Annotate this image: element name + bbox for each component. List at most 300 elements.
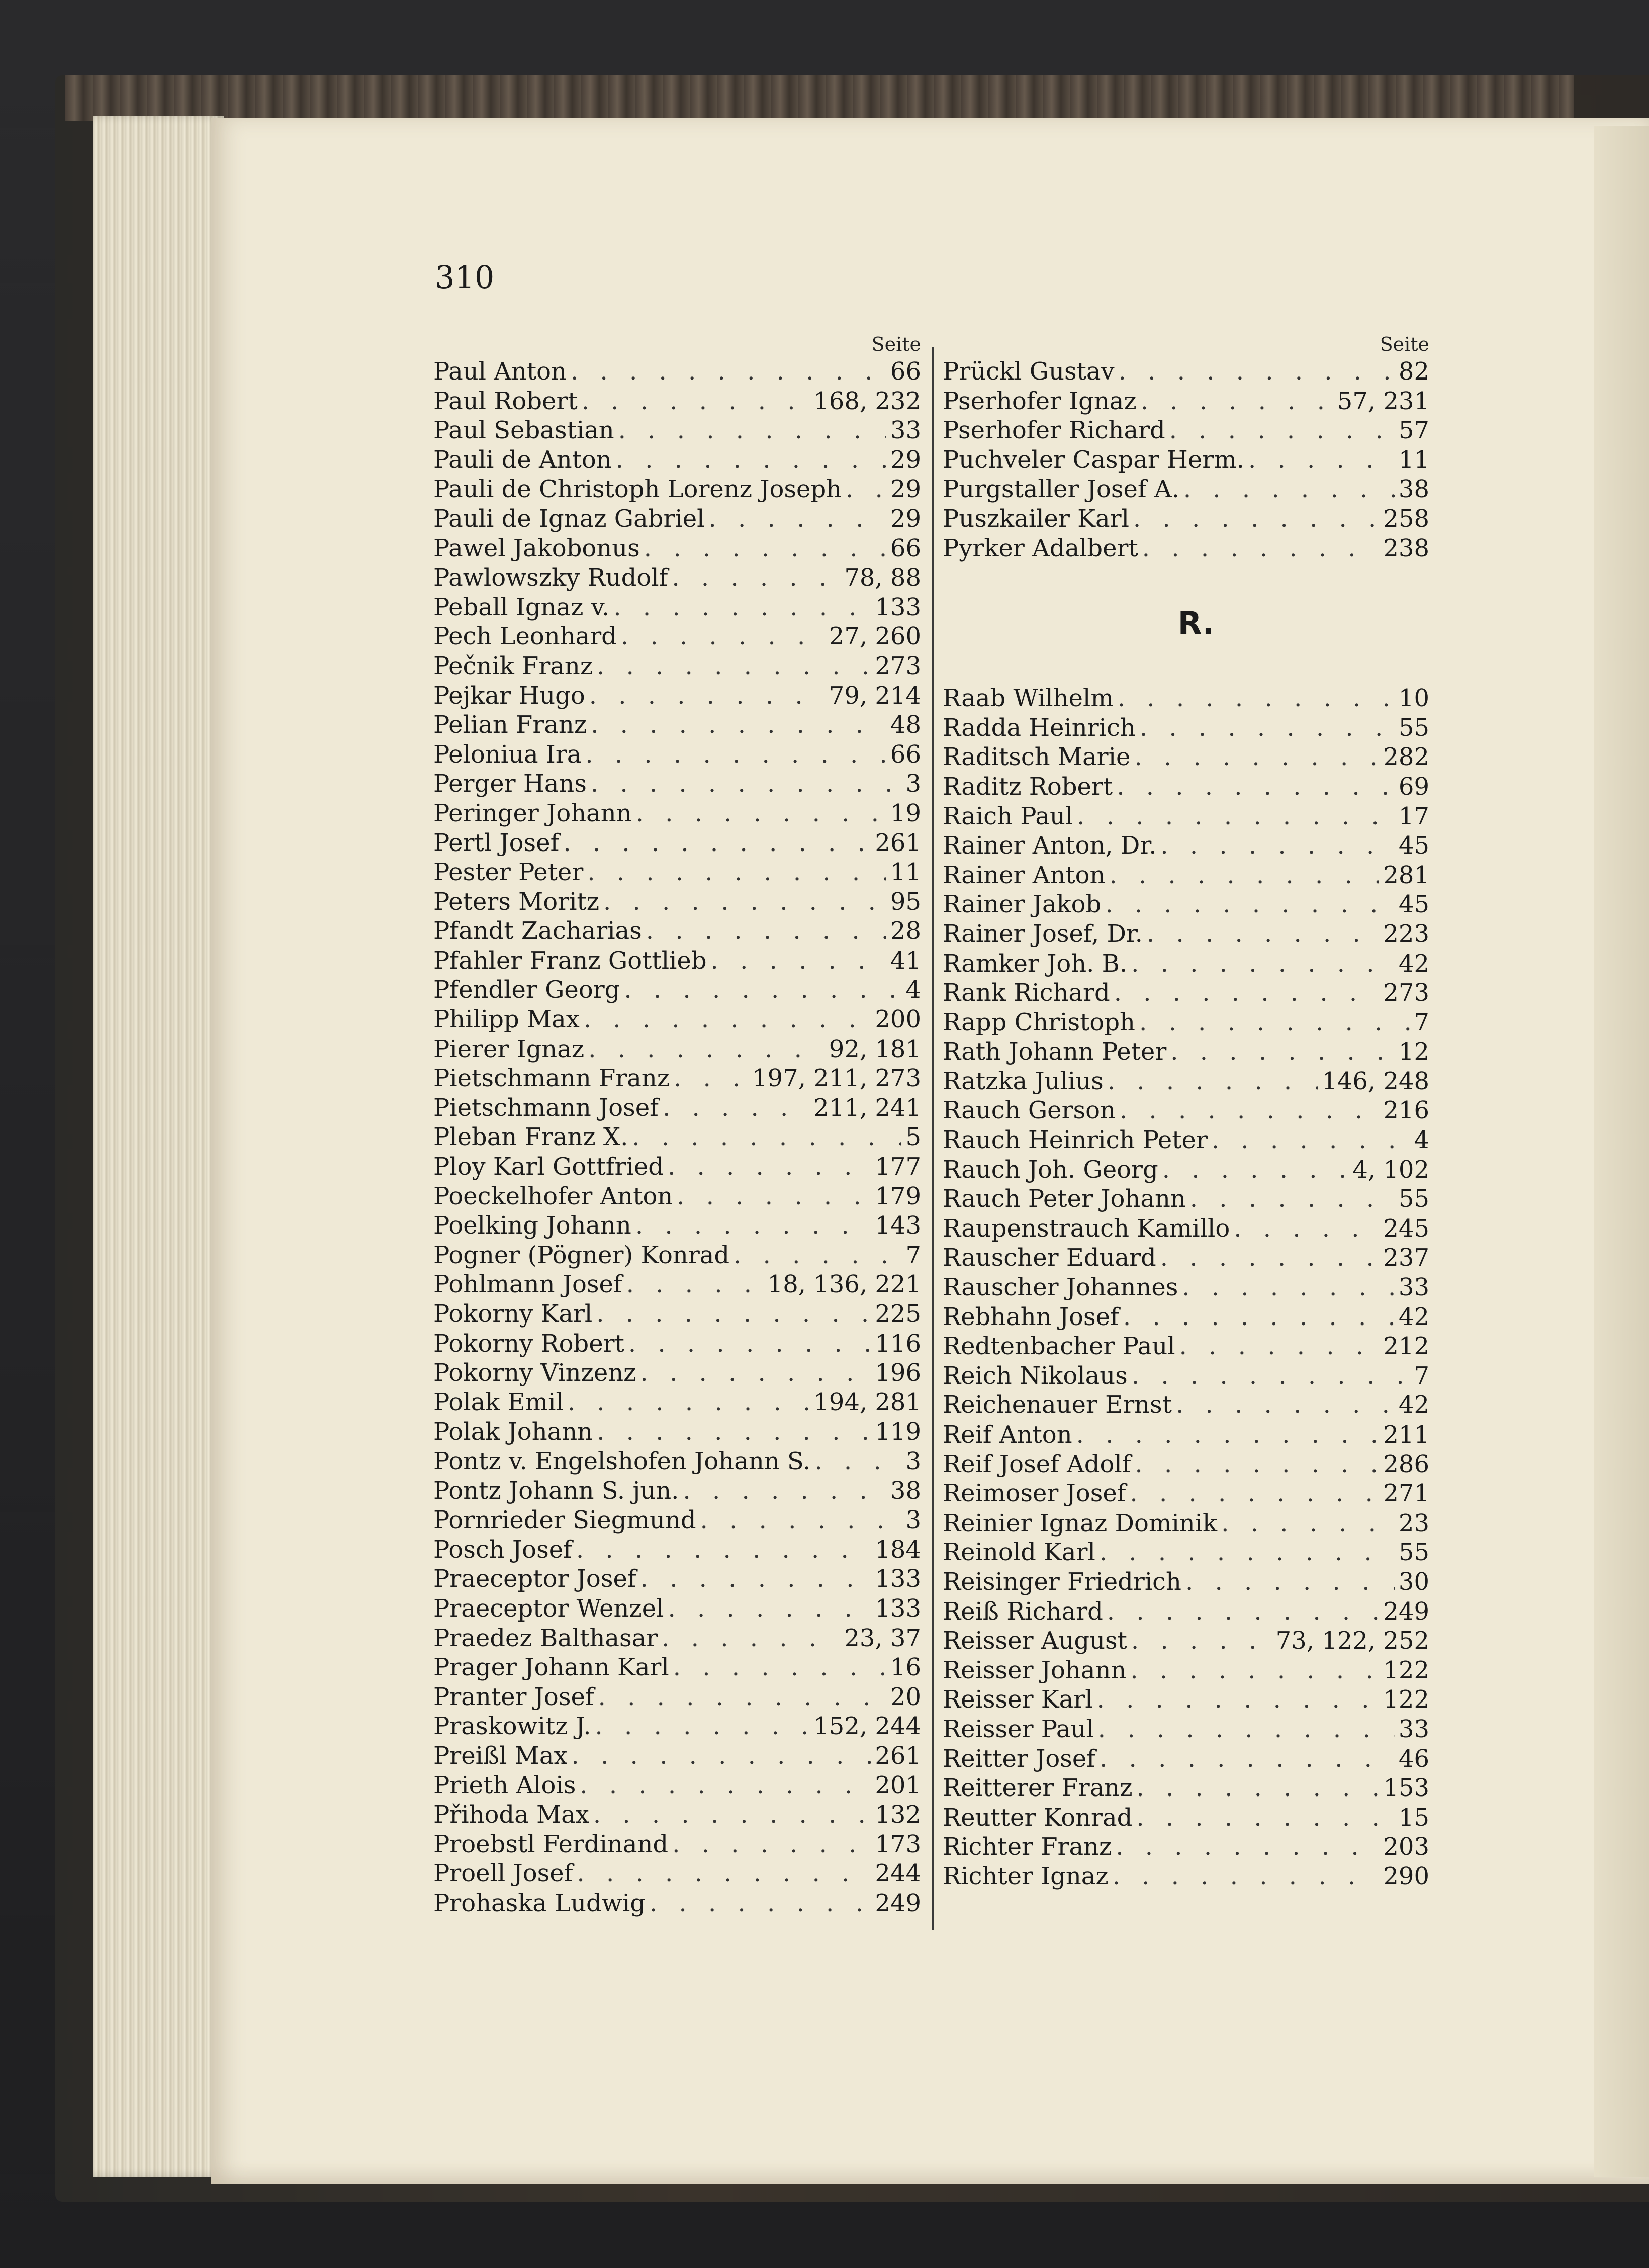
- entry-pages: 41: [890, 946, 921, 975]
- column-divider: [932, 347, 934, 1930]
- entry-name: Puchveler Caspar Herm.: [943, 445, 1244, 474]
- entry-name: Reinier Ignaz Dominik: [943, 1508, 1218, 1537]
- leader-dots: [1132, 1361, 1410, 1391]
- index-entry: [433, 681, 921, 711]
- entry-pages: 45: [1398, 890, 1429, 919]
- leader-dots: [563, 828, 871, 858]
- entry-name: Redtenbacher Paul: [943, 1332, 1175, 1361]
- entry-pages: 82: [1398, 357, 1429, 386]
- entry-name: Rath Johann Peter: [943, 1037, 1167, 1066]
- index-entry: [433, 710, 921, 740]
- entry-name: Reichenauer Ernst: [943, 1391, 1172, 1420]
- entry-name: Pokorny Karl: [433, 1300, 593, 1328]
- entry-name: Prückl Gustav: [943, 357, 1115, 386]
- leader-dots: [1190, 1184, 1395, 1214]
- entry-pages: 271: [1383, 1479, 1429, 1508]
- entry-name: Prieth Alois: [433, 1771, 576, 1800]
- entry-pages: 78, 88: [844, 563, 921, 592]
- leader-dots: [576, 1535, 871, 1565]
- leader-dots: [1113, 1862, 1380, 1892]
- leader-dots: [646, 916, 886, 946]
- entry-name: Pfendler Georg: [433, 976, 620, 1004]
- leader-dots: [1119, 357, 1395, 387]
- entry-pages: 79, 214: [829, 681, 921, 710]
- leader-dots: [1183, 475, 1395, 504]
- index-entry: [943, 949, 1429, 979]
- entry-name: Raditz Robert: [943, 772, 1113, 801]
- leader-dots: [1107, 1597, 1380, 1627]
- index-entry: [433, 1329, 921, 1359]
- index-entry: [433, 1358, 921, 1388]
- entry-pages: 33: [1398, 1715, 1429, 1743]
- entry-pages: 23: [1398, 1508, 1429, 1537]
- leader-dots: [711, 946, 886, 976]
- entry-pages: 177: [875, 1153, 921, 1181]
- index-entry: [943, 802, 1429, 831]
- entry-name: Rainer Josef, Dr.: [943, 919, 1143, 948]
- entry-pages: 38: [1398, 475, 1429, 504]
- leader-dots: [1160, 831, 1395, 861]
- entry-pages: 282: [1383, 743, 1429, 772]
- index-entry: [433, 1122, 921, 1152]
- leader-dots: [734, 1241, 901, 1270]
- entry-name: Richter Ignaz: [943, 1862, 1109, 1891]
- entry-pages: 290: [1383, 1862, 1429, 1891]
- seite-header: Seite: [1380, 333, 1429, 355]
- entry-pages: 57, 231: [1337, 387, 1429, 415]
- index-entry: [433, 445, 921, 475]
- index-entry: [433, 1535, 921, 1565]
- entry-pages: 33: [890, 416, 921, 445]
- entry-name: Richter Franz: [943, 1833, 1112, 1861]
- entry-pages: 29: [890, 445, 921, 474]
- index-entry: [943, 1125, 1429, 1155]
- entry-name: Rebhahn Josef: [943, 1302, 1119, 1331]
- entry-name: Peringer Johann: [433, 799, 632, 827]
- entry-name: Pawlowszky Rudolf: [433, 563, 668, 592]
- entry-pages: 11: [1398, 445, 1429, 474]
- entry-pages: 19: [890, 799, 921, 827]
- leader-dots: [1123, 1302, 1395, 1332]
- entry-pages: 225: [875, 1300, 921, 1328]
- section-letter: R.: [1177, 605, 1215, 642]
- leader-dots: [571, 357, 886, 387]
- leader-dots: [640, 1358, 871, 1388]
- entry-name: Pauli de Christoph Lorenz Joseph: [433, 475, 842, 504]
- leader-dots: [1185, 1567, 1395, 1597]
- entry-name: Reisser Johann: [943, 1656, 1127, 1684]
- index-entry: [943, 772, 1429, 802]
- index-entry: [943, 1538, 1429, 1567]
- entry-pages: 30: [1398, 1567, 1429, 1596]
- entry-pages: 46: [1398, 1744, 1429, 1773]
- index-entry: [943, 1773, 1429, 1803]
- entry-name: Pejkar Hugo: [433, 681, 585, 710]
- entry-pages: 152, 244: [813, 1712, 921, 1741]
- entry-pages: 10: [1398, 684, 1429, 713]
- entry-name: Pohlmann Josef: [433, 1270, 622, 1299]
- index-entry: [943, 713, 1429, 743]
- entry-pages: 201: [875, 1771, 921, 1800]
- entry-name: Paul Sebastian: [433, 416, 614, 445]
- index-entry: [943, 1273, 1429, 1302]
- entry-pages: 23, 37: [844, 1624, 921, 1652]
- index-entry: [433, 1241, 921, 1270]
- index-entry: [943, 1184, 1429, 1214]
- entry-name: Raupenstrauch Kamillo: [943, 1214, 1230, 1243]
- entry-pages: 92, 181: [829, 1034, 921, 1063]
- index-entry: [433, 1476, 921, 1506]
- leader-dots: [588, 1034, 825, 1064]
- index-entry: [433, 946, 921, 976]
- entry-name: Pierer Ignaz: [433, 1034, 585, 1063]
- leader-dots: [662, 1624, 840, 1653]
- leader-dots: [577, 1859, 871, 1888]
- entry-name: Rapp Christoph: [943, 1008, 1135, 1036]
- leader-dots: [591, 710, 886, 740]
- leader-dots: [580, 1771, 871, 1801]
- entry-name: Ratzka Julius: [943, 1067, 1104, 1095]
- entry-pages: 212: [1383, 1332, 1429, 1361]
- leader-dots: [700, 1505, 902, 1535]
- entry-pages: 45: [1398, 831, 1429, 860]
- leader-dots: [613, 593, 871, 622]
- entry-pages: 12: [1398, 1037, 1429, 1066]
- leader-dots: [846, 475, 886, 504]
- leader-dots: [1234, 1214, 1379, 1244]
- entry-name: Pornrieder Siegmund: [433, 1506, 696, 1535]
- index-entry: [433, 887, 921, 917]
- entry-name: Raab Wilhelm: [943, 684, 1114, 713]
- entry-pages: 184: [875, 1535, 921, 1564]
- leader-dots: [1182, 1273, 1395, 1302]
- entry-name: Rank Richard: [943, 979, 1110, 1007]
- entry-pages: 5: [905, 1123, 921, 1152]
- entry-pages: 55: [1398, 1538, 1429, 1567]
- index-entry: [943, 1420, 1429, 1450]
- entry-name: Pech Leonhard: [433, 622, 617, 651]
- leader-dots: [668, 1152, 871, 1182]
- index-entry: [433, 1034, 921, 1064]
- index-entry: [943, 978, 1429, 1008]
- entry-pages: 258: [1383, 504, 1429, 533]
- leader-dots: [640, 1564, 871, 1594]
- leader-dots: [650, 1888, 871, 1918]
- index-entry: [433, 1888, 921, 1918]
- entry-name: Reisser Karl: [943, 1685, 1093, 1714]
- index-entry: [433, 387, 921, 416]
- leader-dots: [1109, 861, 1379, 890]
- entry-pages: 197, 211, 273: [752, 1064, 921, 1093]
- index-entry: [433, 651, 921, 681]
- index-entry: [943, 1067, 1429, 1096]
- entry-pages: 20: [890, 1682, 921, 1711]
- entry-name: Polak Emil: [433, 1388, 564, 1416]
- index-entry: [433, 1064, 921, 1093]
- leader-dots: [621, 622, 825, 651]
- entry-name: Reiß Richard: [943, 1597, 1103, 1626]
- entry-name: Proebstl Ferdinand: [433, 1830, 669, 1858]
- entry-name: Přihoda Max: [433, 1801, 589, 1829]
- leader-dots: [597, 1417, 871, 1447]
- index-entry: [433, 1682, 921, 1712]
- leader-dots: [1140, 713, 1395, 743]
- leader-dots: [1118, 684, 1395, 713]
- index-column-left: [433, 332, 921, 1918]
- index-entry: [433, 975, 921, 1005]
- entry-pages: 48: [890, 711, 921, 739]
- leader-dots: [1130, 1479, 1380, 1508]
- leader-dots: [572, 1741, 871, 1771]
- entry-pages: 261: [875, 828, 921, 857]
- leader-dots: [1100, 1538, 1395, 1567]
- entry-pages: 42: [1398, 1302, 1429, 1331]
- entry-name: Pauli de Anton: [433, 445, 612, 474]
- index-entry: [943, 445, 1429, 475]
- index-entry: [943, 1214, 1429, 1244]
- index-entry: [943, 1243, 1429, 1273]
- index-entry: [943, 1155, 1429, 1185]
- leader-dots: [595, 1712, 810, 1741]
- index-entry: [433, 1624, 921, 1653]
- index-entry: [433, 1859, 921, 1888]
- entry-pages: 73, 122, 252: [1275, 1627, 1429, 1655]
- entry-pages: 286: [1383, 1450, 1429, 1478]
- leader-dots: [1131, 949, 1395, 979]
- leader-dots: [1100, 1744, 1395, 1774]
- index-entry: [433, 1564, 921, 1594]
- entry-name: Poelking Johann: [433, 1211, 631, 1240]
- leader-dots: [603, 887, 886, 917]
- index-entry: [433, 1005, 921, 1034]
- entry-name: Proell Josef: [433, 1859, 573, 1888]
- entry-pages: 249: [875, 1888, 921, 1917]
- entry-name: Pokorny Vinzenz: [433, 1359, 636, 1387]
- index-entry: [433, 1299, 921, 1329]
- index-entry: [433, 593, 921, 622]
- entry-pages: 179: [875, 1182, 921, 1210]
- entry-pages: 66: [890, 357, 921, 386]
- leader-dots: [624, 975, 901, 1005]
- index-entry: [943, 1567, 1429, 1597]
- entry-name: Peters Moritz: [433, 887, 599, 916]
- index-list-right-r: [943, 684, 1429, 1891]
- leader-dots: [1134, 742, 1379, 772]
- entry-pages: 57: [1398, 416, 1429, 445]
- leader-dots: [1137, 1773, 1380, 1803]
- entry-name: Pyrker Adalbert: [943, 534, 1138, 562]
- entry-pages: 33: [1398, 1273, 1429, 1302]
- entry-name: Reutter Konrad: [943, 1803, 1133, 1832]
- entry-pages: 223: [1383, 919, 1429, 948]
- leader-dots: [596, 1299, 871, 1329]
- entry-name: Peball Ignaz v.: [433, 593, 610, 621]
- entry-pages: 3: [905, 1447, 921, 1475]
- leader-dots: [1135, 1450, 1380, 1479]
- entry-pages: 196: [875, 1359, 921, 1387]
- entry-pages: 3: [905, 1506, 921, 1535]
- entry-name: Rauch Joh. Georg: [943, 1155, 1158, 1184]
- entry-pages: 133: [875, 1565, 921, 1593]
- leader-dots: [591, 769, 902, 799]
- leader-dots: [668, 1594, 871, 1624]
- index-entry: [943, 919, 1429, 949]
- entry-name: Pserhofer Ignaz: [943, 387, 1137, 415]
- entry-pages: 28: [890, 917, 921, 946]
- index-entry: [943, 1626, 1429, 1656]
- entry-name: Prager Johann Karl: [433, 1653, 669, 1682]
- entry-name: Paul Robert: [433, 387, 578, 415]
- entry-name: Ploy Karl Gottfried: [433, 1153, 664, 1181]
- leader-dots: [1114, 978, 1380, 1008]
- index-entry: [433, 416, 921, 445]
- leader-dots: [1212, 1125, 1410, 1155]
- leader-dots: [672, 1830, 871, 1859]
- index-entry: [433, 1741, 921, 1771]
- index-entry: [943, 1685, 1429, 1715]
- leader-dots: [683, 1476, 886, 1506]
- index-entry: [943, 1597, 1429, 1627]
- next-page-edge: [1594, 126, 1649, 2177]
- entry-name: Rauch Peter Johann: [943, 1185, 1186, 1213]
- index-entry: [433, 563, 921, 593]
- entry-name: Pogner (Pögner) Konrad: [433, 1241, 730, 1269]
- leader-dots: [628, 1329, 871, 1359]
- index-entry: [433, 1771, 921, 1801]
- leader-dots: [1077, 802, 1395, 831]
- leader-dots: [616, 445, 886, 475]
- leader-dots: [1179, 1332, 1380, 1361]
- entry-name: Pietschmann Josef: [433, 1093, 659, 1122]
- entry-pages: 238: [1383, 534, 1429, 562]
- entry-pages: 245: [1383, 1214, 1429, 1243]
- entry-pages: 133: [875, 1594, 921, 1623]
- leader-dots: [1221, 1508, 1395, 1538]
- entry-pages: 4, 102: [1352, 1155, 1429, 1184]
- leader-dots: [618, 416, 886, 445]
- leader-dots: [635, 1211, 871, 1241]
- index-entry: [943, 1361, 1429, 1391]
- leader-dots: [585, 740, 886, 770]
- leader-dots: [626, 1270, 764, 1299]
- entry-name: Purgstaller Josef A.: [943, 475, 1179, 504]
- entry-name: Pokorny Robert: [433, 1329, 624, 1358]
- index-entry: [433, 828, 921, 858]
- entry-pages: 216: [1383, 1096, 1429, 1125]
- index-entry: [433, 916, 921, 946]
- leader-dots: [636, 799, 886, 828]
- entry-name: Reinold Karl: [943, 1538, 1095, 1567]
- leader-dots: [1130, 1656, 1379, 1685]
- entry-pages: 281: [1383, 861, 1429, 889]
- entry-pages: 237: [1383, 1244, 1429, 1272]
- index-column-right: [943, 332, 1429, 1892]
- leader-dots: [1176, 1390, 1395, 1420]
- leader-dots: [1162, 1155, 1349, 1185]
- leader-dots: [597, 651, 871, 681]
- index-entry: [943, 1390, 1429, 1420]
- index-entry: [433, 1447, 921, 1476]
- leader-dots: [1120, 1096, 1379, 1125]
- index-entry: [943, 1332, 1429, 1361]
- index-entry: [433, 1800, 921, 1830]
- leader-dots: [672, 563, 840, 593]
- leader-dots: [814, 1447, 901, 1476]
- entry-name: Rauscher Johannes: [943, 1273, 1178, 1302]
- index-entry: [943, 861, 1429, 890]
- page-number: 310: [435, 259, 495, 296]
- leader-dots: [644, 534, 886, 563]
- entry-name: Philipp Max: [433, 1005, 580, 1034]
- index-entry: [943, 831, 1429, 861]
- index-list-right-p: [943, 357, 1429, 563]
- index-entry: [943, 1803, 1429, 1833]
- entry-name: Pfahler Franz Gottlieb: [433, 946, 707, 975]
- entry-name: Paul Anton: [433, 357, 567, 386]
- entry-pages: 119: [875, 1418, 921, 1446]
- index-entry: [433, 1505, 921, 1535]
- index-entry: [433, 1417, 921, 1447]
- leader-dots: [1160, 1243, 1380, 1273]
- index-entry: [943, 1037, 1429, 1067]
- index-entry: [433, 475, 921, 504]
- entry-pages: 66: [890, 534, 921, 562]
- entry-name: Pfandt Zacharias: [433, 917, 642, 946]
- leader-dots: [1131, 1626, 1272, 1656]
- entry-pages: 16: [890, 1653, 921, 1682]
- index-entry: [433, 740, 921, 770]
- index-entry: [433, 1093, 921, 1123]
- entry-pages: 7: [1414, 1361, 1429, 1390]
- index-entry: [943, 387, 1429, 416]
- entry-name: Reisinger Friedrich: [943, 1567, 1181, 1596]
- entry-name: Rainer Jakob: [943, 890, 1102, 919]
- leader-dots: [1142, 534, 1380, 563]
- entry-pages: 66: [890, 740, 921, 769]
- entry-name: Praskowitz J.: [433, 1712, 591, 1741]
- entry-pages: 7: [905, 1241, 921, 1269]
- leader-dots: [1141, 387, 1333, 416]
- entry-name: Reimoser Josef: [943, 1479, 1126, 1508]
- entry-name: Ramker Joh. B.: [943, 949, 1128, 978]
- entry-pages: 55: [1398, 1185, 1429, 1213]
- leader-dots: [1169, 416, 1395, 445]
- seite-header: Seite: [871, 333, 921, 355]
- entry-name: Pelian Franz: [433, 711, 587, 739]
- leader-dots: [663, 1093, 809, 1123]
- entry-name: Rauscher Eduard: [943, 1244, 1156, 1272]
- index-entry: [943, 890, 1429, 919]
- leader-dots: [584, 1005, 871, 1034]
- index-entry: [943, 475, 1429, 504]
- entry-name: Reich Nikolaus: [943, 1361, 1128, 1390]
- index-list-left: [433, 357, 921, 1918]
- index-entry: [433, 1270, 921, 1299]
- leader-dots: [677, 1182, 871, 1211]
- entry-pages: 7: [1414, 1008, 1429, 1036]
- leader-dots: [1248, 445, 1395, 475]
- index-entry: [433, 1830, 921, 1859]
- leader-dots: [1097, 1685, 1380, 1715]
- entry-pages: 11: [890, 858, 921, 887]
- leader-dots: [598, 1682, 886, 1712]
- entry-name: Posch Josef: [433, 1535, 572, 1564]
- index-entry: [433, 769, 921, 799]
- index-entry: [433, 799, 921, 828]
- entry-name: Raich Paul: [943, 802, 1073, 830]
- index-entry: [943, 1715, 1429, 1744]
- entry-name: Pleban Franz X.: [433, 1123, 628, 1152]
